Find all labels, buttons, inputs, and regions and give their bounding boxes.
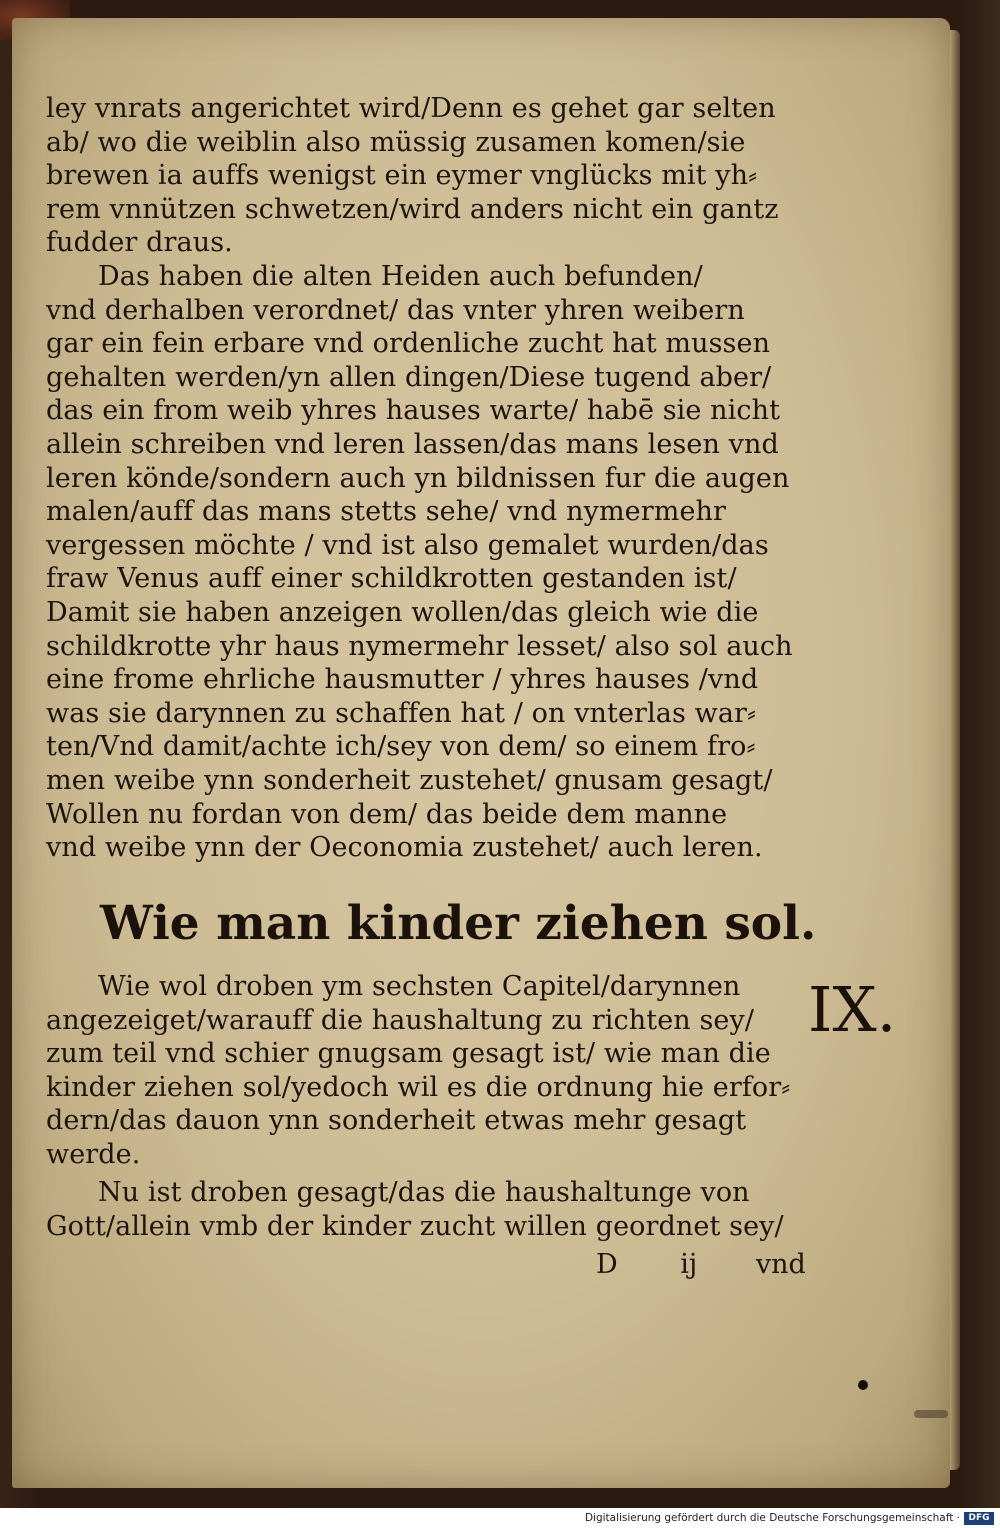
catchword: vnd	[755, 1249, 806, 1280]
text-line: Wollen nu fordan von dem/ das beide dem manne	[46, 798, 728, 830]
text-line: kinder ziehen sol/yedoch wil es die ordnung hie erfor⸗	[46, 1071, 791, 1103]
text-line: vnd weibe ynn der Oeconomia zustehet/ auch leren.	[46, 832, 763, 864]
text-line: dern/das dauon ynn sonderheit etwas mehr gesagt	[46, 1105, 747, 1137]
text-line: was sie darynnen zu schaffen hat / on vnterlas war⸗	[46, 697, 757, 729]
text-line: schildkrotte yhr haus nymermehr lesset/ also sol auch	[46, 630, 793, 662]
text-line: vergessen möchte / vnd ist also gemalet wurden/das	[46, 529, 769, 561]
dfg-logo: DFG	[964, 1512, 994, 1525]
text-line: ab/ wo die weiblin also müssig zusamen komen/sie	[46, 126, 746, 158]
page-edge	[950, 30, 960, 1470]
text-line: gar ein fein erbare vnd ordenliche zucht hat mussen	[46, 328, 771, 360]
text-line: ten/Vnd damit/achte ich/sey von dem/ so einem fro⸗	[46, 731, 756, 763]
text-line: angezeiget/warauff die haushaltung zu richten sey/	[46, 1004, 755, 1036]
text-line: Das haben die alten Heiden auch befunden/	[98, 261, 703, 292]
text-line: Gott/allein vmb der kinder zucht willen geordnet sey/	[46, 1210, 784, 1242]
text-line: gehalten werden/yn allen dingen/Diese tugend aber/	[46, 361, 772, 393]
text-line: brewen ia auffs wenigst ein eymer vnglücks mit yh⸗	[46, 160, 758, 192]
text-line: leren könde/sondern auch yn bildnissen fur die augen	[46, 462, 790, 494]
text-line: rem vnnützen schwetzen/wird anders nicht ein gantz	[46, 193, 779, 225]
text-line: men weibe ynn sonderheit zustehet/ gnusam gesagt/	[46, 764, 773, 796]
paragraph-1	[46, 92, 816, 260]
text-line: fudder draus.	[46, 227, 233, 259]
text-line: fraw Venus auff einer schildkrotten gestanden ist/	[46, 563, 737, 595]
ink-dot	[858, 1380, 868, 1390]
paragraph-2	[46, 260, 816, 865]
text-line: malen/auff das mans stetts sehe/ vnd nymermehr	[46, 496, 727, 528]
chapter-number: IX.	[808, 973, 897, 1046]
text-line: ley vnrats angerichtet wird/Denn es gehet gar selten	[46, 93, 776, 124]
signature-number: ij	[680, 1249, 698, 1280]
text-line: werde.	[46, 1138, 141, 1170]
signature-mark: D	[596, 1249, 618, 1280]
funding-credit: Digitalisierung gefördert durch die Deutsche Forschungsgemeinschaft ·	[584, 1512, 960, 1524]
signature-line	[596, 1248, 806, 1282]
text-line: Wie wol droben ym sechsten Capitel/darynnen	[98, 971, 741, 1002]
text-line: allein schreiben vnd leren lassen/das mans lesen vnd	[46, 428, 779, 460]
text-line: eine frome ehrliche hausmutter / yhres hauses /vnd	[46, 664, 759, 696]
paragraph-4	[46, 1176, 816, 1243]
chapter-heading: Wie man kinder ziehen sol.	[100, 896, 817, 951]
text-line: vnd derhalben verordnet/ das vnter yhren weibern	[46, 294, 745, 326]
paragraph-3	[46, 970, 816, 1172]
text-line: das ein from weib yhres hauses warte/ habē sie nicht	[46, 395, 781, 427]
text-line: Damit sie haben anzeigen wollen/das gleich wie die	[46, 596, 759, 628]
ink-smudge	[914, 1410, 948, 1418]
footer	[0, 1510, 1000, 1528]
text-line: Nu ist droben gesagt/das die haushaltunge von	[98, 1177, 750, 1208]
text-line: zum teil vnd schier gnugsam gesagt ist/ wie man die	[46, 1038, 771, 1070]
